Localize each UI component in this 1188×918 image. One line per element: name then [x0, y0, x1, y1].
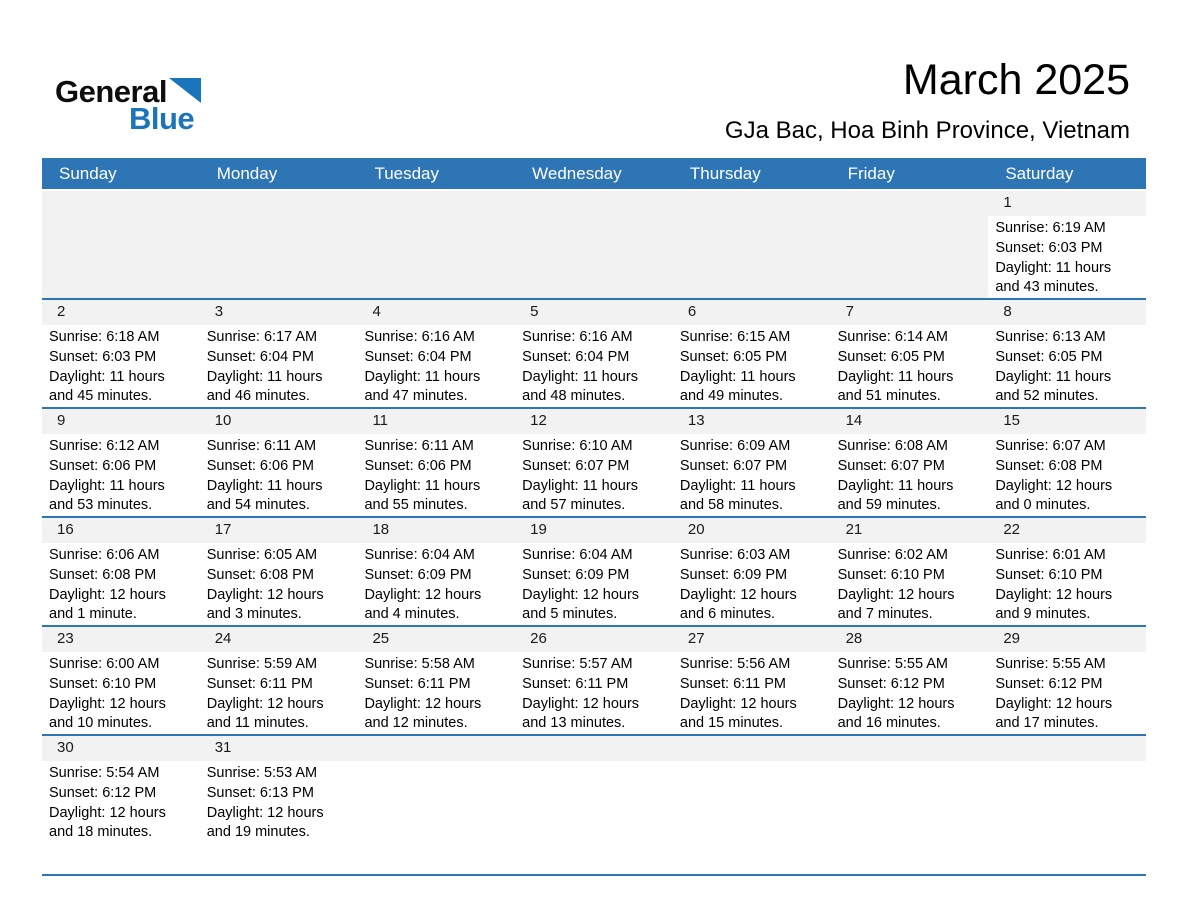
- day-detail-line: Daylight: 11 hours: [364, 368, 481, 385]
- week-row: [42, 407, 1146, 516]
- day-details: [515, 652, 673, 734]
- day-number-band: [200, 518, 358, 543]
- general-blue-logo: [55, 76, 201, 134]
- day-cell: [673, 518, 831, 625]
- day-detail-line: and 3 minutes.: [206, 606, 302, 623]
- day-cell: [831, 300, 989, 407]
- day-number-band: [515, 627, 673, 652]
- day-number: 20: [687, 521, 705, 538]
- day-detail-line: Daylight: 11 hours: [522, 477, 638, 494]
- day-number: 27: [687, 630, 705, 647]
- week-row: [42, 734, 1146, 874]
- day-cell: [988, 409, 1146, 516]
- day-detail-line: Sunset: 6:11 PM: [679, 675, 786, 692]
- day-detail-line: Sunrise: 6:16 AM: [522, 329, 633, 345]
- day-number: 26: [530, 630, 547, 647]
- day-number-band: [673, 409, 831, 434]
- day-cell: [831, 518, 989, 625]
- day-number: 1: [1003, 194, 1012, 211]
- day-number-band: [673, 518, 831, 543]
- week-row: [42, 516, 1146, 625]
- day-number-band: [357, 191, 515, 216]
- day-detail-line: Sunrise: 6:00 AM: [49, 656, 160, 672]
- day-detail-line: Sunrise: 6:04 AM: [364, 547, 475, 563]
- day-details: [673, 325, 831, 407]
- day-number: 24: [214, 630, 232, 647]
- day-detail-line: Daylight: 12 hours: [679, 695, 797, 712]
- day-number: 22: [1003, 521, 1020, 538]
- day-detail-line: and 57 minutes.: [522, 497, 626, 514]
- day-number-band: [357, 736, 515, 761]
- day-cell: [673, 300, 831, 407]
- day-detail-line: Daylight: 11 hours: [995, 368, 1112, 385]
- day-detail-line: Daylight: 12 hours: [206, 804, 324, 821]
- day-cell: [357, 300, 515, 407]
- week-row: [42, 189, 1146, 298]
- day-detail-line: Sunrise: 6:11 AM: [206, 438, 317, 454]
- day-details: [42, 325, 200, 407]
- day-detail-line: Sunset: 6:11 PM: [522, 675, 629, 692]
- day-detail-line: Sunset: 6:08 PM: [995, 457, 1103, 474]
- day-detail-line: Daylight: 11 hours: [679, 368, 796, 385]
- day-number-band: [831, 518, 989, 543]
- day-number-band: [988, 300, 1146, 325]
- day-detail-line: Sunset: 6:06 PM: [206, 457, 314, 474]
- day-cell: [515, 409, 673, 516]
- day-number: 21: [845, 521, 863, 538]
- day-number: 6: [687, 303, 697, 320]
- day-number: 29: [1003, 630, 1020, 647]
- logo-text-blue: Blue: [129, 101, 195, 136]
- day-detail-line: Sunrise: 6:01 AM: [995, 547, 1106, 563]
- day-details: [200, 543, 358, 625]
- day-detail-line: Sunrise: 6:10 AM: [522, 438, 633, 454]
- day-detail-line: Sunset: 6:10 PM: [837, 566, 945, 583]
- weekday-header-row: [42, 158, 1146, 189]
- day-detail-line: and 7 minutes.: [837, 606, 933, 623]
- day-detail-line: Daylight: 12 hours: [49, 804, 166, 821]
- day-detail-line: Sunset: 6:10 PM: [49, 675, 157, 692]
- day-cell: [357, 518, 515, 625]
- day-detail-line: Sunset: 6:05 PM: [679, 348, 788, 365]
- page-title: March 2025: [902, 56, 1130, 104]
- day-number-band: [831, 409, 989, 434]
- day-number: 4: [372, 303, 381, 320]
- day-detail-line: Sunrise: 6:17 AM: [206, 329, 318, 345]
- day-detail-line: Sunset: 6:11 PM: [206, 675, 313, 692]
- calendar: [42, 158, 1146, 876]
- day-cell: [515, 518, 673, 625]
- day-detail-line: and 45 minutes.: [49, 388, 153, 405]
- day-detail-line: Sunset: 6:09 PM: [522, 566, 630, 583]
- day-detail-line: Daylight: 12 hours: [49, 586, 166, 603]
- day-detail-line: and 58 minutes.: [679, 497, 784, 514]
- day-detail-line: Sunrise: 6:06 AM: [49, 547, 160, 563]
- day-number-band: [200, 409, 358, 434]
- day-detail-line: Sunset: 6:06 PM: [49, 457, 157, 474]
- day-number-band: [515, 736, 673, 761]
- day-cell: [42, 736, 200, 874]
- day-details: [357, 543, 515, 625]
- day-cell: [200, 736, 358, 874]
- day-detail-line: and 53 minutes.: [49, 497, 153, 514]
- day-detail-line: Sunset: 6:09 PM: [364, 566, 472, 583]
- day-details: [831, 652, 989, 734]
- day-number-band: [515, 409, 673, 434]
- day-number: 15: [1003, 412, 1020, 429]
- day-cell: [200, 627, 358, 734]
- day-cell: [673, 627, 831, 734]
- day-detail-line: Sunrise: 6:03 AM: [679, 547, 791, 563]
- day-number-band: [988, 518, 1146, 543]
- day-detail-line: Sunrise: 6:12 AM: [49, 438, 160, 454]
- day-detail-line: Daylight: 11 hours: [995, 259, 1112, 276]
- day-number: 30: [57, 739, 74, 756]
- day-number-band: [831, 191, 989, 216]
- day-detail-line: Sunset: 6:04 PM: [522, 348, 630, 365]
- day-cell: [357, 627, 515, 734]
- day-cell: [673, 409, 831, 516]
- day-number-band: [515, 191, 673, 216]
- day-number-band: [42, 736, 200, 761]
- day-detail-line: Sunset: 6:05 PM: [837, 348, 945, 365]
- day-details: [988, 216, 1146, 298]
- day-detail-line: Daylight: 11 hours: [206, 477, 323, 494]
- day-detail-line: and 11 minutes.: [206, 715, 309, 732]
- day-detail-line: and 54 minutes.: [206, 497, 310, 514]
- day-detail-line: Daylight: 11 hours: [679, 477, 796, 494]
- day-detail-line: and 6 minutes.: [679, 606, 775, 623]
- day-details: [42, 543, 200, 625]
- week-row: [42, 625, 1146, 734]
- day-cell: [42, 518, 200, 625]
- day-detail-line: Daylight: 12 hours: [995, 586, 1113, 603]
- day-cell: [515, 300, 673, 407]
- day-number-band: [42, 300, 200, 325]
- day-detail-line: and 59 minutes.: [837, 497, 941, 514]
- day-detail-line: Daylight: 12 hours: [522, 586, 640, 603]
- day-detail-line: Daylight: 11 hours: [49, 368, 165, 385]
- day-detail-line: and 19 minutes.: [206, 824, 310, 841]
- day-number: 3: [214, 303, 224, 320]
- empty-day-cell: [515, 191, 673, 298]
- empty-day-cell: [42, 191, 200, 298]
- day-detail-line: Sunset: 6:06 PM: [364, 457, 472, 474]
- day-detail-line: Sunset: 6:12 PM: [995, 675, 1103, 692]
- location-subtitle: GJa Bac, Hoa Binh Province, Vietnam: [724, 117, 1130, 144]
- day-number: 7: [845, 303, 854, 320]
- day-number-band: [673, 627, 831, 652]
- day-detail-line: Daylight: 11 hours: [49, 477, 165, 494]
- day-detail-line: Daylight: 11 hours: [522, 368, 638, 385]
- day-cell: [515, 627, 673, 734]
- day-detail-line: and 12 minutes.: [364, 715, 468, 732]
- day-number-band: [831, 736, 989, 761]
- day-detail-line: and 43 minutes.: [995, 279, 1099, 296]
- calendar-weeks: [42, 189, 1146, 874]
- day-detail-line: Daylight: 11 hours: [364, 477, 481, 494]
- day-details: [831, 325, 989, 407]
- day-number-band: [357, 627, 515, 652]
- day-cell: [988, 191, 1146, 298]
- day-number: 11: [372, 412, 389, 429]
- day-number: 19: [530, 521, 547, 538]
- day-number: 13: [687, 412, 705, 429]
- day-cell: [988, 518, 1146, 625]
- day-number: 23: [57, 630, 74, 647]
- day-number-band: [988, 627, 1146, 652]
- day-detail-line: Daylight: 12 hours: [679, 586, 797, 603]
- day-number-band: [988, 409, 1146, 434]
- day-detail-line: Sunrise: 6:07 AM: [995, 438, 1106, 454]
- day-cell: [42, 627, 200, 734]
- weekday-friday: Friday: [847, 164, 895, 183]
- day-number-band: [515, 300, 673, 325]
- empty-day-cell: [673, 736, 831, 874]
- day-detail-line: Sunset: 6:10 PM: [995, 566, 1103, 583]
- day-detail-line: and 47 minutes.: [364, 388, 468, 405]
- day-number-band: [200, 736, 358, 761]
- day-cell: [988, 300, 1146, 407]
- day-cell: [200, 518, 358, 625]
- day-detail-line: Sunrise: 6:11 AM: [364, 438, 474, 454]
- day-detail-line: Sunrise: 6:19 AM: [995, 220, 1106, 236]
- day-details: [357, 652, 515, 734]
- day-detail-line: Daylight: 12 hours: [995, 477, 1113, 494]
- day-detail-line: and 13 minutes.: [522, 715, 626, 732]
- day-number: 25: [372, 630, 390, 647]
- day-detail-line: Sunrise: 6:09 AM: [679, 438, 791, 454]
- day-detail-line: Sunset: 6:08 PM: [206, 566, 314, 583]
- day-details: [673, 652, 831, 734]
- day-detail-line: and 48 minutes.: [522, 388, 626, 405]
- day-detail-line: Sunrise: 5:53 AM: [206, 765, 318, 781]
- day-details: [42, 652, 200, 734]
- day-number: 10: [214, 412, 232, 429]
- day-detail-line: and 51 minutes.: [837, 388, 941, 405]
- day-number-band: [42, 191, 200, 216]
- day-detail-line: and 10 minutes.: [49, 715, 153, 732]
- day-cell: [42, 300, 200, 407]
- day-number: 14: [845, 412, 863, 429]
- day-detail-line: and 18 minutes.: [49, 824, 153, 841]
- day-details: [673, 434, 831, 516]
- day-detail-line: Daylight: 12 hours: [837, 695, 955, 712]
- day-detail-line: Sunset: 6:11 PM: [364, 675, 471, 692]
- empty-day-cell: [673, 191, 831, 298]
- empty-day-cell: [357, 191, 515, 298]
- day-detail-line: Sunrise: 6:08 AM: [837, 438, 949, 454]
- day-number-band: [200, 300, 358, 325]
- day-number-band: [357, 300, 515, 325]
- day-detail-line: Daylight: 12 hours: [364, 695, 482, 712]
- day-detail-line: Daylight: 11 hours: [837, 368, 954, 385]
- day-detail-line: Sunrise: 6:14 AM: [837, 329, 949, 345]
- week-row: [42, 298, 1146, 407]
- day-cell: [988, 627, 1146, 734]
- day-number: 31: [214, 739, 232, 756]
- day-number-band: [988, 736, 1146, 761]
- day-detail-line: Sunset: 6:03 PM: [995, 239, 1103, 256]
- day-detail-line: Daylight: 12 hours: [364, 586, 482, 603]
- day-number: 17: [214, 521, 232, 538]
- day-details: [988, 543, 1146, 625]
- empty-day-cell: [831, 736, 989, 874]
- day-number-band: [357, 518, 515, 543]
- day-detail-line: Daylight: 12 hours: [837, 586, 955, 603]
- day-number-band: [988, 191, 1146, 216]
- day-detail-line: and 0 minutes.: [995, 497, 1091, 514]
- day-details: [988, 434, 1146, 516]
- day-number-band: [200, 191, 358, 216]
- day-detail-line: Sunset: 6:12 PM: [837, 675, 945, 692]
- day-number-band: [673, 736, 831, 761]
- weekday-sunday: Sunday: [59, 164, 117, 183]
- day-detail-line: Daylight: 12 hours: [49, 695, 166, 712]
- day-number: 28: [845, 630, 863, 647]
- day-detail-line: and 17 minutes.: [995, 715, 1099, 732]
- day-detail-line: Daylight: 12 hours: [522, 695, 640, 712]
- weekday-wednesday: Wednesday: [532, 164, 622, 183]
- day-details: [673, 543, 831, 625]
- day-details: [515, 325, 673, 407]
- day-number-band: [673, 191, 831, 216]
- day-number: 5: [530, 303, 539, 320]
- day-details: [200, 652, 358, 734]
- empty-day-cell: [200, 191, 358, 298]
- weekday-monday: Monday: [216, 164, 278, 183]
- day-detail-line: Daylight: 12 hours: [995, 695, 1113, 712]
- day-detail-line: Sunrise: 5:54 AM: [49, 765, 160, 781]
- day-number: 18: [372, 521, 390, 538]
- empty-day-cell: [515, 736, 673, 874]
- weekday-thursday: Thursday: [689, 164, 761, 183]
- logo-text-general: General: [55, 74, 167, 109]
- day-detail-line: Sunrise: 6:04 AM: [522, 547, 633, 563]
- day-detail-line: Sunset: 6:13 PM: [206, 784, 314, 801]
- day-number-band: [357, 409, 515, 434]
- day-detail-line: Sunset: 6:03 PM: [49, 348, 157, 365]
- weekday-saturday: Saturday: [1005, 164, 1074, 183]
- day-details: [357, 325, 515, 407]
- day-details: [42, 434, 200, 516]
- day-detail-line: Daylight: 12 hours: [206, 586, 324, 603]
- day-detail-line: Sunset: 6:12 PM: [49, 784, 157, 801]
- day-number: 9: [57, 412, 66, 429]
- day-number-band: [831, 300, 989, 325]
- day-number-band: [42, 518, 200, 543]
- day-detail-line: and 55 minutes.: [364, 497, 468, 514]
- day-cell: [200, 409, 358, 516]
- day-detail-line: and 46 minutes.: [206, 388, 310, 405]
- day-detail-line: Sunrise: 6:02 AM: [837, 547, 949, 563]
- day-number: 16: [57, 521, 74, 538]
- day-detail-line: Sunset: 6:04 PM: [364, 348, 472, 365]
- day-details: [357, 434, 515, 516]
- day-details: [515, 543, 673, 625]
- day-detail-line: Sunrise: 5:55 AM: [837, 656, 949, 672]
- day-detail-line: Sunrise: 6:13 AM: [995, 329, 1106, 345]
- day-cell: [357, 409, 515, 516]
- day-detail-line: and 16 minutes.: [837, 715, 941, 732]
- empty-day-cell: [357, 736, 515, 874]
- day-number-band: [831, 627, 989, 652]
- weekday-tuesday: Tuesday: [374, 164, 440, 183]
- day-cell: [42, 409, 200, 516]
- day-detail-line: Daylight: 11 hours: [206, 368, 323, 385]
- day-cell: [831, 627, 989, 734]
- day-details: [831, 543, 989, 625]
- day-detail-line: Sunrise: 5:55 AM: [995, 656, 1106, 672]
- day-number-band: [42, 627, 200, 652]
- day-detail-line: and 9 minutes.: [995, 606, 1091, 623]
- day-detail-line: Sunset: 6:09 PM: [679, 566, 788, 583]
- day-detail-line: Sunrise: 5:58 AM: [364, 656, 475, 672]
- day-detail-line: and 15 minutes.: [679, 715, 784, 732]
- day-detail-line: Sunrise: 5:56 AM: [679, 656, 791, 672]
- day-detail-line: Sunset: 6:07 PM: [837, 457, 945, 474]
- day-number-band: [673, 300, 831, 325]
- day-detail-line: Sunset: 6:04 PM: [206, 348, 314, 365]
- day-detail-line: and 49 minutes.: [679, 388, 784, 405]
- day-details: [200, 325, 358, 407]
- day-details: [42, 761, 200, 843]
- day-detail-line: Sunrise: 5:57 AM: [522, 656, 633, 672]
- day-detail-line: and 4 minutes.: [364, 606, 460, 623]
- day-number: 2: [57, 303, 66, 320]
- day-cell: [831, 409, 989, 516]
- day-detail-line: and 52 minutes.: [995, 388, 1099, 405]
- day-detail-line: Sunrise: 5:59 AM: [206, 656, 318, 672]
- day-number-band: [200, 627, 358, 652]
- day-details: [831, 434, 989, 516]
- empty-day-cell: [988, 736, 1146, 874]
- day-details: [200, 761, 358, 843]
- day-number-band: [515, 518, 673, 543]
- day-detail-line: Sunset: 6:07 PM: [679, 457, 788, 474]
- day-detail-line: Sunset: 6:07 PM: [522, 457, 630, 474]
- day-details: [515, 434, 673, 516]
- day-detail-line: Sunrise: 6:16 AM: [364, 329, 475, 345]
- day-details: [988, 325, 1146, 407]
- day-detail-line: Sunset: 6:08 PM: [49, 566, 157, 583]
- day-detail-line: and 5 minutes.: [522, 606, 618, 623]
- day-detail-line: Daylight: 11 hours: [837, 477, 954, 494]
- empty-day-cell: [831, 191, 989, 298]
- day-detail-line: Sunrise: 6:15 AM: [679, 329, 791, 345]
- day-detail-line: and 1 minute.: [49, 606, 137, 623]
- day-details: [988, 652, 1146, 734]
- day-detail-line: Sunrise: 6:18 AM: [49, 329, 160, 345]
- day-detail-line: Sunrise: 6:05 AM: [206, 547, 318, 563]
- day-number-band: [42, 409, 200, 434]
- day-details: [200, 434, 358, 516]
- day-detail-line: Sunset: 6:05 PM: [995, 348, 1103, 365]
- day-detail-line: Daylight: 12 hours: [206, 695, 324, 712]
- day-number: 8: [1003, 303, 1012, 320]
- day-number: 12: [530, 412, 547, 429]
- day-cell: [200, 300, 358, 407]
